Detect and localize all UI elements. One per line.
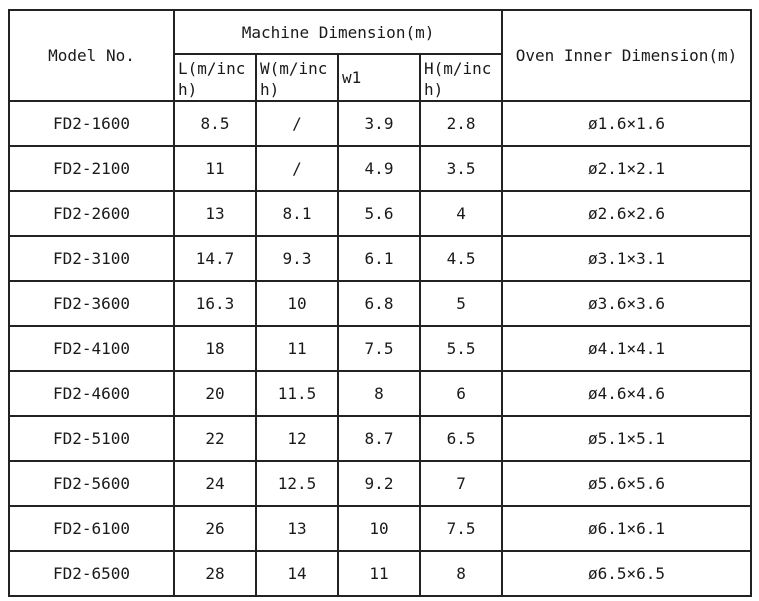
table-body <box>9 101 751 596</box>
cell-model: FD2-6500 <box>9 551 174 596</box>
cell-height: 6.5 <box>420 416 502 461</box>
cell-oven-inner-dimension: ø5.6×5.6 <box>502 461 751 506</box>
cell-height: 2.8 <box>420 101 502 146</box>
header-row-1 <box>9 10 751 54</box>
cell-height: 3.5 <box>420 146 502 191</box>
cell-oven-inner-dimension: ø3.1×3.1 <box>502 236 751 281</box>
cell-height: 7.5 <box>420 506 502 551</box>
cell-w1: 10 <box>338 506 420 551</box>
cell-height: 6 <box>420 371 502 416</box>
table-row <box>9 416 751 461</box>
cell-oven-inner-dimension: ø2.6×2.6 <box>502 191 751 236</box>
header-width: W(m/inch) <box>256 54 338 101</box>
cell-model: FD2-2100 <box>9 146 174 191</box>
cell-width: 12 <box>256 416 338 461</box>
table-row <box>9 236 751 281</box>
cell-length: 18 <box>174 326 256 371</box>
cell-height: 4.5 <box>420 236 502 281</box>
cell-oven-inner-dimension: ø3.6×3.6 <box>502 281 751 326</box>
cell-length: 24 <box>174 461 256 506</box>
cell-oven-inner-dimension: ø2.1×2.1 <box>502 146 751 191</box>
table-row <box>9 551 751 596</box>
cell-width: 11 <box>256 326 338 371</box>
cell-w1: 4.9 <box>338 146 420 191</box>
cell-w1: 6.8 <box>338 281 420 326</box>
cell-length: 20 <box>174 371 256 416</box>
cell-oven-inner-dimension: ø6.1×6.1 <box>502 506 751 551</box>
table-row <box>9 191 751 236</box>
cell-model: FD2-1600 <box>9 101 174 146</box>
header-length: L(m/inch) <box>174 54 256 101</box>
cell-w1: 6.1 <box>338 236 420 281</box>
cell-width: 8.1 <box>256 191 338 236</box>
table-header <box>9 10 751 101</box>
cell-w1: 7.5 <box>338 326 420 371</box>
cell-width: 9.3 <box>256 236 338 281</box>
cell-w1: 3.9 <box>338 101 420 146</box>
table-row <box>9 281 751 326</box>
cell-length: 14.7 <box>174 236 256 281</box>
cell-model: FD2-3600 <box>9 281 174 326</box>
cell-width: / <box>256 101 338 146</box>
cell-height: 4 <box>420 191 502 236</box>
table-row <box>9 326 751 371</box>
cell-oven-inner-dimension: ø4.6×4.6 <box>502 371 751 416</box>
table-row <box>9 101 751 146</box>
cell-width: 12.5 <box>256 461 338 506</box>
table-row <box>9 146 751 191</box>
header-w1: w1 <box>338 54 420 101</box>
cell-width: / <box>256 146 338 191</box>
cell-width: 10 <box>256 281 338 326</box>
cell-model: FD2-4600 <box>9 371 174 416</box>
cell-w1: 9.2 <box>338 461 420 506</box>
cell-oven-inner-dimension: ø4.1×4.1 <box>502 326 751 371</box>
cell-width: 13 <box>256 506 338 551</box>
cell-width: 14 <box>256 551 338 596</box>
cell-length: 22 <box>174 416 256 461</box>
cell-model: FD2-3100 <box>9 236 174 281</box>
cell-length: 26 <box>174 506 256 551</box>
header-model-no: Model No. <box>9 10 174 101</box>
dimension-table <box>8 9 752 597</box>
cell-w1: 8.7 <box>338 416 420 461</box>
cell-width: 11.5 <box>256 371 338 416</box>
cell-w1: 8 <box>338 371 420 416</box>
cell-model: FD2-2600 <box>9 191 174 236</box>
header-oven-inner-dimension: Oven Inner Dimension(m) <box>502 10 751 101</box>
cell-model: FD2-5600 <box>9 461 174 506</box>
table-row <box>9 461 751 506</box>
cell-oven-inner-dimension: ø5.1×5.1 <box>502 416 751 461</box>
cell-model: FD2-6100 <box>9 506 174 551</box>
cell-length: 28 <box>174 551 256 596</box>
cell-oven-inner-dimension: ø6.5×6.5 <box>502 551 751 596</box>
cell-height: 5 <box>420 281 502 326</box>
cell-oven-inner-dimension: ø1.6×1.6 <box>502 101 751 146</box>
cell-length: 13 <box>174 191 256 236</box>
header-height: H(m/inch) <box>420 54 502 101</box>
cell-model: FD2-5100 <box>9 416 174 461</box>
header-machine-dimension: Machine Dimension(m) <box>174 10 502 54</box>
table-row <box>9 371 751 416</box>
cell-height: 7 <box>420 461 502 506</box>
cell-length: 16.3 <box>174 281 256 326</box>
cell-height: 5.5 <box>420 326 502 371</box>
cell-w1: 5.6 <box>338 191 420 236</box>
cell-model: FD2-4100 <box>9 326 174 371</box>
cell-length: 8.5 <box>174 101 256 146</box>
cell-w1: 11 <box>338 551 420 596</box>
cell-length: 11 <box>174 146 256 191</box>
cell-height: 8 <box>420 551 502 596</box>
table-row <box>9 506 751 551</box>
